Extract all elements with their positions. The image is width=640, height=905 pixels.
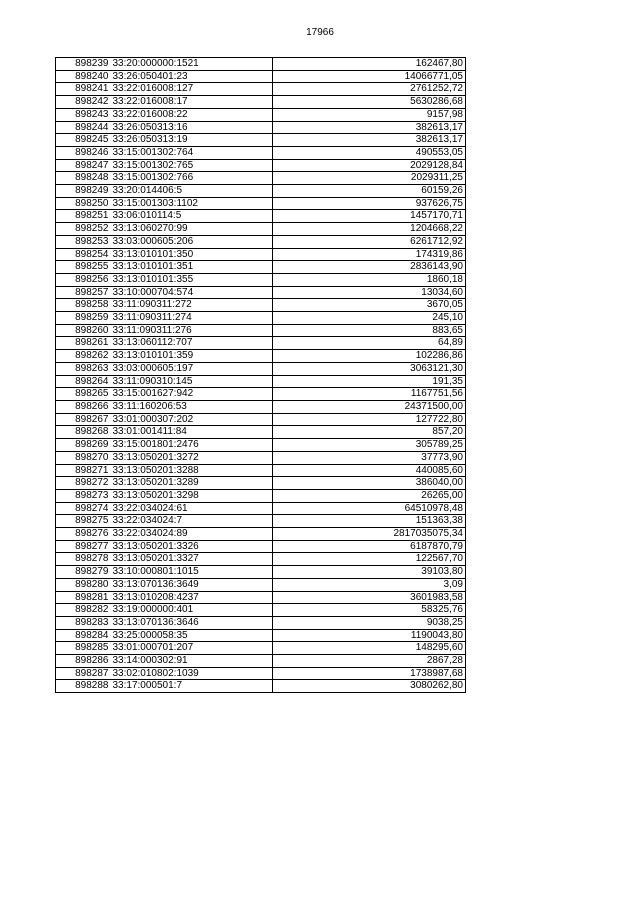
table-row [56,286,466,299]
cadastral-value-cell: 2836143,90 [273,261,466,274]
cadastral-number-cell: 33:13:050201:3272 [111,451,273,464]
row-number-cell: 898274 [56,502,111,515]
cadastral-value-cell: 883,65 [273,324,466,337]
cadastral-value-cell: 382613,17 [273,121,466,134]
table-row [56,273,466,286]
cadastral-value-cell: 39103,80 [273,566,466,579]
row-number-cell: 898285 [56,642,111,655]
cadastral-value-cell: 245,10 [273,312,466,325]
cadastral-value-cell: 14066771,05 [273,70,466,83]
table-body [56,58,466,693]
row-number-cell: 898256 [56,273,111,286]
cadastral-number-cell: 33:22:034024:89 [111,528,273,541]
row-number-cell: 898277 [56,540,111,553]
table-row [56,235,466,248]
cadastral-value-cell: 1190043,80 [273,629,466,642]
cadastral-number-cell: 33:01:000307:202 [111,413,273,426]
table-row [56,578,466,591]
cadastral-value-cell: 9157,98 [273,108,466,121]
table-row [56,680,466,693]
table-row [56,515,466,528]
cadastral-value-cell: 1167751,56 [273,388,466,401]
table-row [56,324,466,337]
cadastral-value-cell: 2761252,72 [273,83,466,96]
cadastral-value-cell: 6261712,92 [273,235,466,248]
table-row [56,591,466,604]
cadastral-number-cell: 33:13:010101:359 [111,350,273,363]
table-row [56,58,466,71]
row-number-cell: 898242 [56,96,111,109]
cadastral-number-cell: 33:14:000302:91 [111,655,273,668]
table-row [56,667,466,680]
row-number-cell: 898254 [56,248,111,261]
cadastral-number-cell: 33:13:010101:355 [111,273,273,286]
cadastral-value-cell: 937626,75 [273,197,466,210]
cadastral-value-cell: 191,35 [273,375,466,388]
cadastral-number-cell: 33:13:050201:3327 [111,553,273,566]
cadastral-value-cell: 64,89 [273,337,466,350]
cadastral-number-cell: 33:15:001303:1102 [111,197,273,210]
table-row [56,553,466,566]
cadastral-number-cell: 33:15:001302:766 [111,172,273,185]
cadastral-value-cell: 2029311,25 [273,172,466,185]
row-number-cell: 898278 [56,553,111,566]
cadastral-value-cell: 1738987,68 [273,667,466,680]
cadastral-value-table [55,57,466,693]
table-row [56,172,466,185]
cadastral-value-cell: 174319,86 [273,248,466,261]
cadastral-value-cell: 151363,38 [273,515,466,528]
table-row [56,185,466,198]
cadastral-number-cell: 33:26:050313:19 [111,134,273,147]
cadastral-value-cell: 5630286,68 [273,96,466,109]
cadastral-number-cell: 33:15:001627:942 [111,388,273,401]
row-number-cell: 898273 [56,489,111,502]
cadastral-value-cell: 13034,60 [273,286,466,299]
cadastral-number-cell: 33:11:090310:145 [111,375,273,388]
cadastral-value-cell: 1860,18 [273,273,466,286]
table-row [56,426,466,439]
cadastral-number-cell: 33:06:010114:5 [111,210,273,223]
row-number-cell: 898253 [56,235,111,248]
cadastral-value-cell: 3670,05 [273,299,466,312]
table-row [56,223,466,236]
table-row [56,337,466,350]
row-number-cell: 898251 [56,210,111,223]
table-row [56,96,466,109]
cadastral-number-cell: 33:22:016008:127 [111,83,273,96]
row-number-cell: 898258 [56,299,111,312]
cadastral-value-cell: 127722,80 [273,413,466,426]
table-row [56,616,466,629]
table-row [56,159,466,172]
table-row [56,134,466,147]
cadastral-number-cell: 33:01:000701:207 [111,642,273,655]
row-number-cell: 898263 [56,362,111,375]
row-number-cell: 898287 [56,667,111,680]
cadastral-number-cell: 33:10:000801:1015 [111,566,273,579]
table-row [56,642,466,655]
row-number-cell: 898260 [56,324,111,337]
cadastral-number-cell: 33:13:010101:351 [111,261,273,274]
row-number-cell: 898262 [56,350,111,363]
row-number-cell: 898280 [56,578,111,591]
table-row [56,261,466,274]
cadastral-value-cell: 386040,00 [273,477,466,490]
cadastral-number-cell: 33:03:000605:197 [111,362,273,375]
table-row [56,477,466,490]
row-number-cell: 898267 [56,413,111,426]
row-number-cell: 898245 [56,134,111,147]
cadastral-value-cell: 305789,25 [273,439,466,452]
cadastral-number-cell: 33:22:034024:7 [111,515,273,528]
cadastral-number-cell: 33:10:000704:574 [111,286,273,299]
cadastral-number-cell: 33:20:014406:5 [111,185,273,198]
row-number-cell: 898241 [56,83,111,96]
table-row [56,413,466,426]
cadastral-number-cell: 33:13:070136:3649 [111,578,273,591]
row-number-cell: 898255 [56,261,111,274]
row-number-cell: 898250 [56,197,111,210]
cadastral-number-cell: 33:11:090311:274 [111,312,273,325]
cadastral-number-cell: 33:13:010208:4237 [111,591,273,604]
cadastral-number-cell: 33:22:034024:61 [111,502,273,515]
cadastral-number-cell: 33:01:001411:84 [111,426,273,439]
table-row [56,350,466,363]
cadastral-value-cell: 2817035075,34 [273,528,466,541]
cadastral-value-cell: 1457170,71 [273,210,466,223]
cadastral-number-cell: 33:22:016008:22 [111,108,273,121]
row-number-cell: 898244 [56,121,111,134]
cadastral-value-cell: 490553,05 [273,146,466,159]
table-row [56,210,466,223]
cadastral-value-cell: 58325,76 [273,604,466,617]
row-number-cell: 898288 [56,680,111,693]
cadastral-number-cell: 33:26:050401:23 [111,70,273,83]
cadastral-value-cell: 60159,26 [273,185,466,198]
cadastral-value-cell: 3,09 [273,578,466,591]
table-row [56,375,466,388]
row-number-cell: 898265 [56,388,111,401]
cadastral-value-cell: 122567,70 [273,553,466,566]
table-row [56,197,466,210]
row-number-cell: 898246 [56,146,111,159]
cadastral-number-cell: 33:11:160206:53 [111,400,273,413]
table-row [56,451,466,464]
row-number-cell: 898270 [56,451,111,464]
row-number-cell: 898240 [56,70,111,83]
table-row [56,299,466,312]
table-row [56,566,466,579]
cadastral-value-cell: 102286,86 [273,350,466,363]
row-number-cell: 898281 [56,591,111,604]
table-row [56,108,466,121]
cadastral-value-cell: 857,20 [273,426,466,439]
table-row [56,83,466,96]
row-number-cell: 898272 [56,477,111,490]
row-number-cell: 898247 [56,159,111,172]
cadastral-number-cell: 33:15:001302:765 [111,159,273,172]
table-row [56,146,466,159]
row-number-cell: 898266 [56,400,111,413]
cadastral-value-cell: 2029128,84 [273,159,466,172]
row-number-cell: 898276 [56,528,111,541]
table-row [56,604,466,617]
row-number-cell: 898286 [56,655,111,668]
cadastral-number-cell: 33:11:090311:276 [111,324,273,337]
table-row [56,489,466,502]
cadastral-value-cell: 24371500,00 [273,400,466,413]
cadastral-value-cell: 6187870,79 [273,540,466,553]
table-row [56,70,466,83]
cadastral-value-cell: 382613,17 [273,134,466,147]
cadastral-number-cell: 33:03:000605:206 [111,235,273,248]
row-number-cell: 898259 [56,312,111,325]
row-number-cell: 898248 [56,172,111,185]
cadastral-number-cell: 33:13:070136:3646 [111,616,273,629]
cadastral-number-cell: 33:15:001302:764 [111,146,273,159]
cadastral-value-cell: 26265,00 [273,489,466,502]
cadastral-value-cell: 1204668,22 [273,223,466,236]
table-row [56,312,466,325]
cadastral-number-cell: 33:19:000000:401 [111,604,273,617]
cadastral-value-cell: 148295,60 [273,642,466,655]
cadastral-value-cell: 9038,25 [273,616,466,629]
row-number-cell: 898279 [56,566,111,579]
row-number-cell: 898275 [56,515,111,528]
table-row [56,502,466,515]
cadastral-value-cell: 3080262,80 [273,680,466,693]
cadastral-value-cell: 162467,80 [273,58,466,71]
row-number-cell: 898269 [56,439,111,452]
table-row [56,629,466,642]
row-number-cell: 898257 [56,286,111,299]
row-number-cell: 898239 [56,58,111,71]
row-number-cell: 898252 [56,223,111,236]
cadastral-value-cell: 37773,90 [273,451,466,464]
cadastral-number-cell: 33:20:000000:1521 [111,58,273,71]
page-number: 17966 [306,27,334,38]
table-row [56,655,466,668]
cadastral-number-cell: 33:13:060270:99 [111,223,273,236]
table-row [56,540,466,553]
cadastral-value-cell: 3063121,30 [273,362,466,375]
cadastral-number-cell: 33:22:016008:17 [111,96,273,109]
row-number-cell: 898243 [56,108,111,121]
row-number-cell: 898282 [56,604,111,617]
cadastral-number-cell: 33:11:090311:272 [111,299,273,312]
cadastral-number-cell: 33:17:000501:7 [111,680,273,693]
table-row [56,388,466,401]
table-row [56,400,466,413]
cadastral-number-cell: 33:13:050201:3326 [111,540,273,553]
row-number-cell: 898268 [56,426,111,439]
cadastral-number-cell: 33:13:050201:3289 [111,477,273,490]
row-number-cell: 898249 [56,185,111,198]
table-row [56,528,466,541]
cadastral-value-cell: 440085,60 [273,464,466,477]
row-number-cell: 898264 [56,375,111,388]
table-row [56,248,466,261]
table-row [56,362,466,375]
cadastral-number-cell: 33:02:010802:1039 [111,667,273,680]
cadastral-number-cell: 33:13:050201:3288 [111,464,273,477]
cadastral-value-cell: 3601983,58 [273,591,466,604]
row-number-cell: 898283 [56,616,111,629]
cadastral-number-cell: 33:15:001801:2476 [111,439,273,452]
table-row [56,121,466,134]
cadastral-number-cell: 33:13:010101:350 [111,248,273,261]
row-number-cell: 898284 [56,629,111,642]
row-number-cell: 898261 [56,337,111,350]
cadastral-number-cell: 33:13:060112:707 [111,337,273,350]
cadastral-number-cell: 33:26:050313:16 [111,121,273,134]
table-row [56,464,466,477]
cadastral-value-cell: 64510978,48 [273,502,466,515]
cadastral-value-cell: 2867,28 [273,655,466,668]
cadastral-number-cell: 33:25:000058:35 [111,629,273,642]
table-row [56,439,466,452]
row-number-cell: 898271 [56,464,111,477]
cadastral-number-cell: 33:13:050201:3298 [111,489,273,502]
